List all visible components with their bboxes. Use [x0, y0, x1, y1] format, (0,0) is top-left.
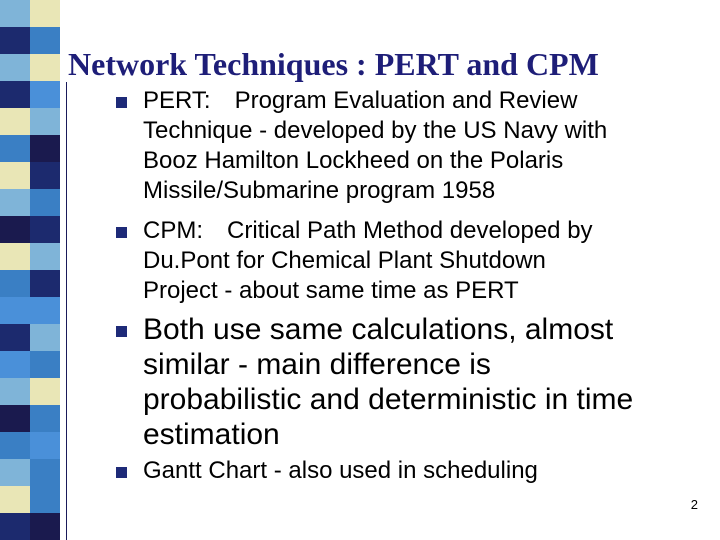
bullet-marker — [116, 227, 127, 238]
stripe-block — [30, 513, 60, 540]
bullet-cpm — [143, 216, 593, 306]
bullet-line: Booz Hamilton Lockheed on the Polaris — [143, 147, 564, 174]
bullet-line: CPM: Critical Path Method developed by — [143, 217, 593, 244]
stripe-block — [30, 189, 60, 216]
stripe-block — [30, 243, 60, 270]
stripe-block — [0, 270, 30, 297]
stripe-block — [0, 81, 30, 108]
stripe-block — [30, 0, 60, 27]
stripe-block — [0, 108, 30, 135]
stripe-block — [0, 243, 30, 270]
decorative-stripe — [0, 0, 60, 540]
divider-line — [66, 82, 67, 540]
slide-title: Network Techniques : PERT and CPM — [68, 46, 599, 82]
stripe-block — [30, 216, 60, 243]
bullet-line: Missile/Submarine program 1958 — [143, 177, 496, 204]
stripe-block — [0, 297, 30, 324]
bullet-line: Technique - developed by the US Navy with — [143, 117, 608, 144]
bullet-comparison — [143, 312, 633, 452]
bullet-line: Du.Pont for Chemical Plant Shutdown — [143, 247, 546, 274]
stripe-block — [30, 135, 60, 162]
stripe-block — [30, 351, 60, 378]
stripe-block — [30, 405, 60, 432]
stripe-block — [0, 513, 30, 540]
stripe-block — [30, 297, 60, 324]
stripe-block — [0, 378, 30, 405]
bullet-line: probabilistic and deterministic in time — [143, 383, 634, 416]
stripe-block — [30, 432, 60, 459]
stripe-block — [30, 108, 60, 135]
stripe-block — [0, 405, 30, 432]
stripe-block — [0, 432, 30, 459]
stripe-block — [0, 216, 30, 243]
stripe-block — [0, 459, 30, 486]
bullet-marker — [116, 467, 127, 478]
bullet-line: PERT: Program Evaluation and Review — [143, 87, 578, 114]
stripe-block — [30, 54, 60, 81]
stripe-block — [0, 135, 30, 162]
bullet-line: similar - main difference is — [143, 348, 491, 381]
bullet-marker — [116, 97, 127, 108]
stripe-block — [0, 324, 30, 351]
stripe-block — [0, 0, 30, 27]
bullet-line: Both use same calculations, almost — [143, 313, 614, 346]
page-number: 2 — [690, 497, 698, 512]
stripe-block — [30, 378, 60, 405]
bullet-pert — [143, 86, 607, 206]
stripe-block — [0, 27, 30, 54]
stripe-block — [30, 81, 60, 108]
bullet-line: Project - about same time as PERT — [143, 277, 519, 304]
stripe-block — [30, 27, 60, 54]
stripe-block — [0, 486, 30, 513]
stripe-block — [30, 162, 60, 189]
bullet-line: Gantt Chart - also used in scheduling — [143, 457, 538, 484]
stripe-block — [30, 324, 60, 351]
stripe-block — [0, 189, 30, 216]
stripe-block — [0, 162, 30, 189]
bullet-line: estimation — [143, 418, 280, 451]
stripe-block — [30, 459, 60, 486]
stripe-block — [0, 54, 30, 81]
stripe-block — [0, 351, 30, 378]
bullet-marker — [116, 326, 127, 337]
bullet-gantt — [143, 456, 538, 486]
stripe-block — [30, 270, 60, 297]
stripe-block — [30, 486, 60, 513]
